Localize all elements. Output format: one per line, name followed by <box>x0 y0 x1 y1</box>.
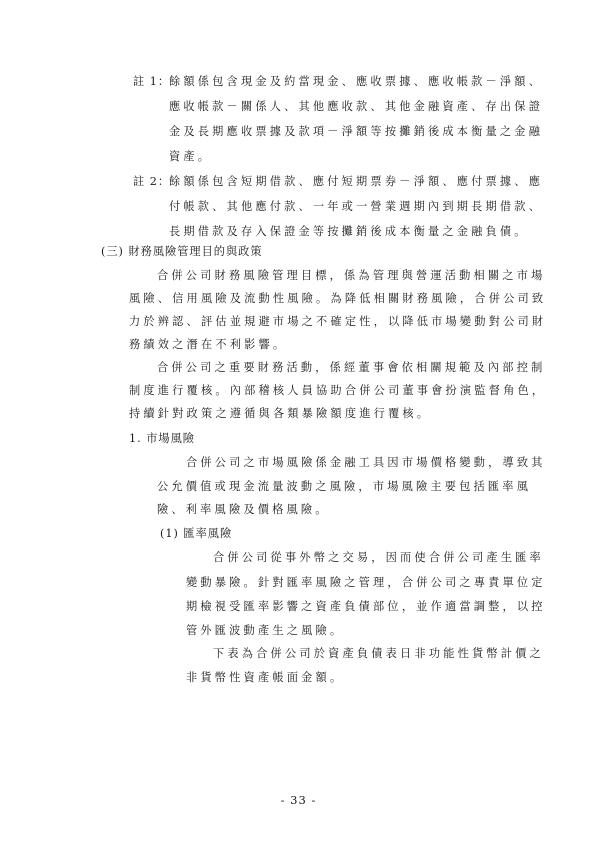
note2-line: 餘額係包含短期借款、應付短期票券－淨額、應付票據、應 <box>169 175 544 188</box>
note1-label: 註 1： <box>133 75 171 88</box>
section3-para2-line: 持續針對政策之遵循與各類暴險額度進行覆核。 <box>129 407 432 420</box>
section3-para2-line: 合併公司之重要財務活動，係經董事會依相關規範及內部控制 <box>157 361 546 374</box>
page-number: - 33 - <box>280 793 317 807</box>
note2-label: 註 2： <box>133 175 171 188</box>
subsubsection-heading: (1) 匯率風險 <box>160 527 233 540</box>
note1-line: 應收帳款－關係人、其他應收款、其他金融資產、存出保證 <box>169 100 544 113</box>
fx-risk-line: 期檢視受匯率影響之資產負債部位，並作適當調整，以控 <box>186 600 546 613</box>
section3-para1-line: 合併公司財務風險管理目標，係為管理與營運活動相關之市場 <box>157 269 546 282</box>
note2-line: 付帳款、其他應付款、一年或一營業週期內到期長期借款、 <box>169 200 544 213</box>
market-risk-line: 合併公司之市場風險係金融工具因市場價格變動，導致其 <box>186 456 546 469</box>
market-risk-line: 公允價值或現金流量波動之風險，市場風險主要包括匯率風 <box>157 480 532 493</box>
note2-line: 長期借款及存入保證金等按攤銷後成本衡量之金融負債。 <box>169 225 529 238</box>
section3-para2-line: 制度進行覆核。內部稽核人員協助合併公司董事會扮演監督角色， <box>129 384 547 397</box>
section3-para1-line: 力於辨認、評估並規避市場之不確定性，以降低市場變動對公司財 <box>129 315 547 328</box>
market-risk-line: 險、利率風險及價格風險。 <box>157 503 330 516</box>
note1-line: 資產。 <box>169 150 213 163</box>
subsection-heading: 1. 市場風險 <box>129 432 195 445</box>
note1-line: 餘額係包含現金及約當現金、應收票據、應收帳款－淨額、 <box>169 75 544 88</box>
fx-risk-line: 合併公司從事外幣之交易，因而使合併公司產生匯率 <box>213 551 544 564</box>
section3-para1-line: 務績效之潛在不利影響。 <box>129 338 288 351</box>
fx-risk-line: 下表為合併公司於資產負債表日非功能性貨幣計價之 <box>213 647 544 660</box>
fx-risk-line: 變動暴險。針對匯率風險之管理，合併公司之專責單位定 <box>186 576 546 589</box>
section-heading: (三) 財務風險管理目的與政策 <box>101 245 263 258</box>
section3-para1-line: 風險、信用風險及流動性風險。為降低相關財務風險，合併公司致 <box>129 292 547 305</box>
fx-risk-line: 管外匯波動產生之風險。 <box>186 624 345 637</box>
fx-risk-line: 非貨幣性資產帳面金額。 <box>186 671 345 684</box>
note1-line: 金及長期應收票據及款項－淨額等按攤銷後成本衡量之金融 <box>169 125 544 138</box>
